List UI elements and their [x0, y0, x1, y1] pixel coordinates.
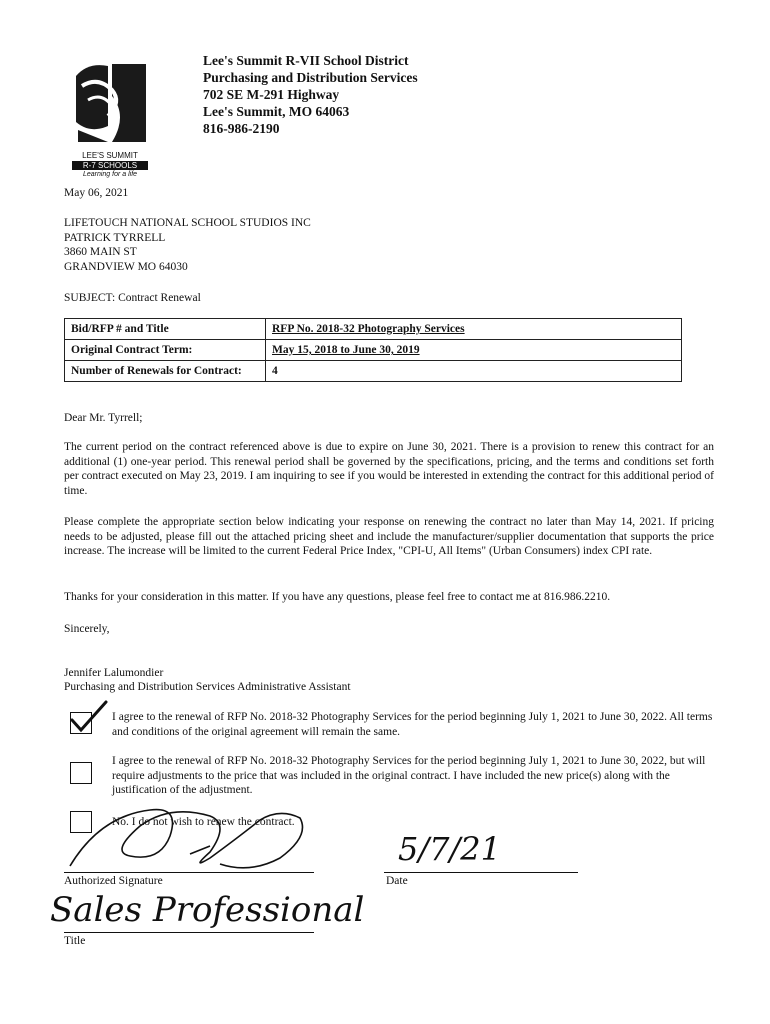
letter-date: May 06, 2021 [64, 187, 129, 199]
sender-title: Purchasing and Distribution Services Administrative Assistant [64, 681, 351, 693]
letterhead-phone: 816-986-2190 [203, 121, 280, 136]
signature-line [64, 872, 314, 873]
signature-label: Authorized Signature [64, 875, 163, 887]
contract-info-table [64, 318, 682, 382]
table-row [65, 361, 682, 382]
sender-name: Jennifer Lalumondier [64, 667, 164, 679]
option-decline-text: No. I do not wish to renew the contract. [112, 816, 295, 828]
letterhead [203, 52, 418, 137]
letterhead-city: Lee's Summit, MO 64063 [203, 104, 350, 119]
recipient-street: 3860 MAIN ST [64, 246, 137, 258]
table-value [266, 319, 682, 340]
handwritten-title: Sales Professional [50, 890, 365, 930]
handwritten-date: 5/7/21 [398, 830, 501, 868]
district-logo [68, 56, 152, 178]
date-line [384, 872, 578, 873]
recipient-company: LIFETOUCH NATIONAL SCHOOL STUDIOS INC [64, 217, 311, 229]
closing: Sincerely, [64, 623, 110, 635]
date-label: Date [386, 875, 408, 887]
title-label: Title [64, 935, 86, 947]
recipient-address [64, 216, 311, 274]
salutation: Dear Mr. Tyrrell; [64, 412, 143, 424]
option-agree-adjust-text: I agree to the renewal of RFP No. 2018-32 Photography Services for the period beginning July 1, 2021 to June 30, 2022, but will require adjustments to the price that was included in the original contract. I have included the new price(s) along with the justification of the adjustment. [112, 755, 706, 796]
handwritten-signature [60, 796, 320, 876]
letterhead-dept: Purchasing and Distribution Services [203, 70, 418, 85]
option-agree-text: I agree to the renewal of RFP No. 2018-32 Photography Services for the period beginning July 1, 2021 to June 30, 2022. All terms and conditions of the original agreement will remain the same. [112, 711, 713, 738]
recipient-city: GRANDVIEW MO 64030 [64, 260, 188, 273]
subject-line: SUBJECT: Contract Renewal [64, 292, 201, 304]
table-value-text: RFP No. 2018-32 Photography Services [272, 323, 465, 335]
table-row [65, 340, 682, 361]
table-label: Number of Renewals for Contract: [65, 361, 266, 382]
table-value [266, 340, 682, 361]
paragraph-instructions: Please complete the appropriate section below indicating your response on renewing the contract no later than May 14, 2021. If pricing needs to be adjusted, please fill out the attached pricing sheet and include the manufacturer/supplier documentation that supports the price increase. The increase will be limited to the current Federal Price Index, "CPI-U, All Items" (Urban Consumers) index CPI rate. [64, 516, 714, 557]
option-agree-adjust-checkbox[interactable] [70, 762, 92, 784]
table-label: Bid/RFP # and Title [65, 319, 266, 340]
district-logo-graphic [68, 56, 152, 146]
table-value-text: 4 [272, 365, 278, 377]
letterhead-street: 702 SE M-291 Highway [203, 87, 340, 102]
table-value [266, 361, 682, 382]
table-row [65, 319, 682, 340]
table-value-text: May 15, 2018 to June 30, 2019 [272, 344, 420, 356]
logo-tagline: Learning for a life [82, 171, 138, 178]
logo-line1: LEE'S SUMMIT [82, 151, 138, 160]
table-label: Original Contract Term: [65, 340, 266, 361]
checkmark-icon [66, 698, 110, 736]
title-line [64, 932, 314, 933]
letterhead-org: Lee's Summit R-VII School District [203, 53, 409, 68]
paragraph-thanks: Thanks for your consideration in this matter. If you have any questions, please feel free to contact me at 816.986.2210. [64, 591, 611, 603]
paragraph-renewal: The current period on the contract referenced above is due to expire on June 30, 2021. There is a provision to renew this contract for an additional (1) one-year period. This renewal period shall be governed by the specifications, pricing, and the terms and conditions set forth per contract executed on May 23, 2019. I am inquiring to see if you would be interested in extending the contract for this additional period of time. [64, 441, 714, 497]
logo-line2: R-7 SCHOOLS [72, 161, 148, 170]
recipient-name: PATRICK TYRRELL [64, 231, 166, 244]
